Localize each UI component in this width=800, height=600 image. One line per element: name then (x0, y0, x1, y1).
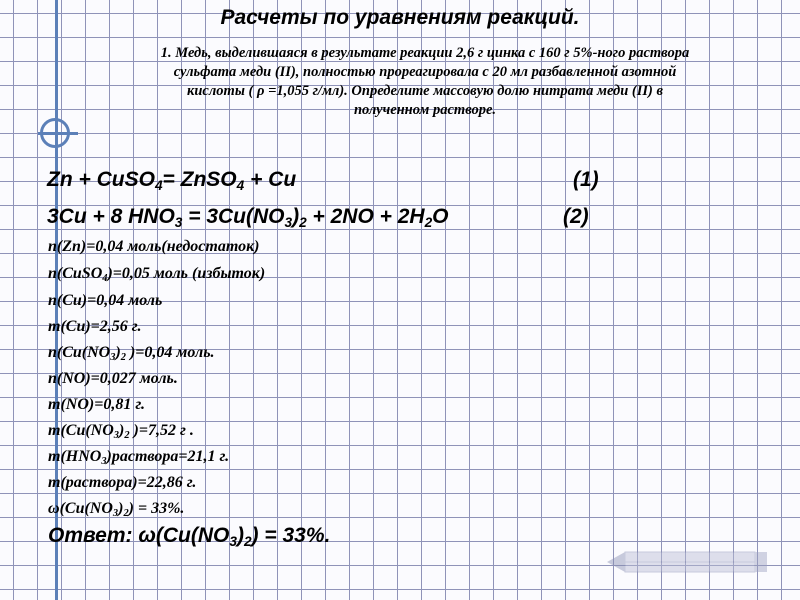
solution-line-m-cuno3: $m(Cu(NO_3)_2$ )=7,52 г . (48, 422, 194, 441)
problem-line: сульфата меди (II), полностью прореагировала с 20 мл разбавленной азотной (173, 64, 677, 80)
solution-line-n-cuno3: $n(Cu(NO_3)_2$ )=0,04 моль. (48, 344, 215, 363)
equation-1: Zn + CuSO$_4$= ZnSO$_4$ + Cu (47, 168, 297, 193)
solution-line-n-zn: n(Zn)=0,04 моль(недостаток) (48, 238, 260, 255)
equation-1-number: (1) (573, 168, 599, 191)
equation-2-number: (2) (563, 205, 589, 228)
solution-line-n-cu: n(Cu)=0,04 моль (48, 292, 163, 309)
circle-crosshair-line (38, 132, 78, 135)
solution-line-m-cu: m(Cu)=2,56 г. (48, 318, 142, 335)
solution-line-n-cuso4: n(CuSO$_4$)=0,05 моль (избыток) (48, 265, 266, 284)
pencil-icon (607, 532, 769, 574)
solution-line-m-hno3: $m(HNO_3)раствора=21,1$ г. (48, 448, 230, 467)
problem-statement (95, 44, 755, 120)
answer-line: Ответ: $\omega(Cu(NO_3)_2) = 33\%$. (48, 524, 331, 549)
solution-line-omega: $\omega(Cu(NO_3)_2) = 33\%$. (48, 500, 185, 519)
page-title: Расчеты по уравнениям реакций. (220, 6, 580, 29)
solution-line-n-no: n(NO)=0,027 моль. (48, 370, 178, 387)
problem-line: 1. Медь, выделившаяся в результате реакции 2,6 г цинка с 160 г 5%-ного раствора (160, 45, 690, 61)
equation-2: 3Cu + 8 $HNO_3 = 3Cu(NO_3)_2 + 2NO + 2H_2O$ (47, 205, 449, 230)
problem-line: полученном растворе. (353, 102, 497, 118)
solution-line-m-solution: m(раствора)=22,86 г. (48, 474, 197, 491)
problem-line: кислоты ( ρ =1,055 г/мл). Определите массовую долю нитрата меди (II) в (187, 83, 663, 99)
solution-line-m-no: m(NO)=0,81 г. (48, 396, 146, 413)
